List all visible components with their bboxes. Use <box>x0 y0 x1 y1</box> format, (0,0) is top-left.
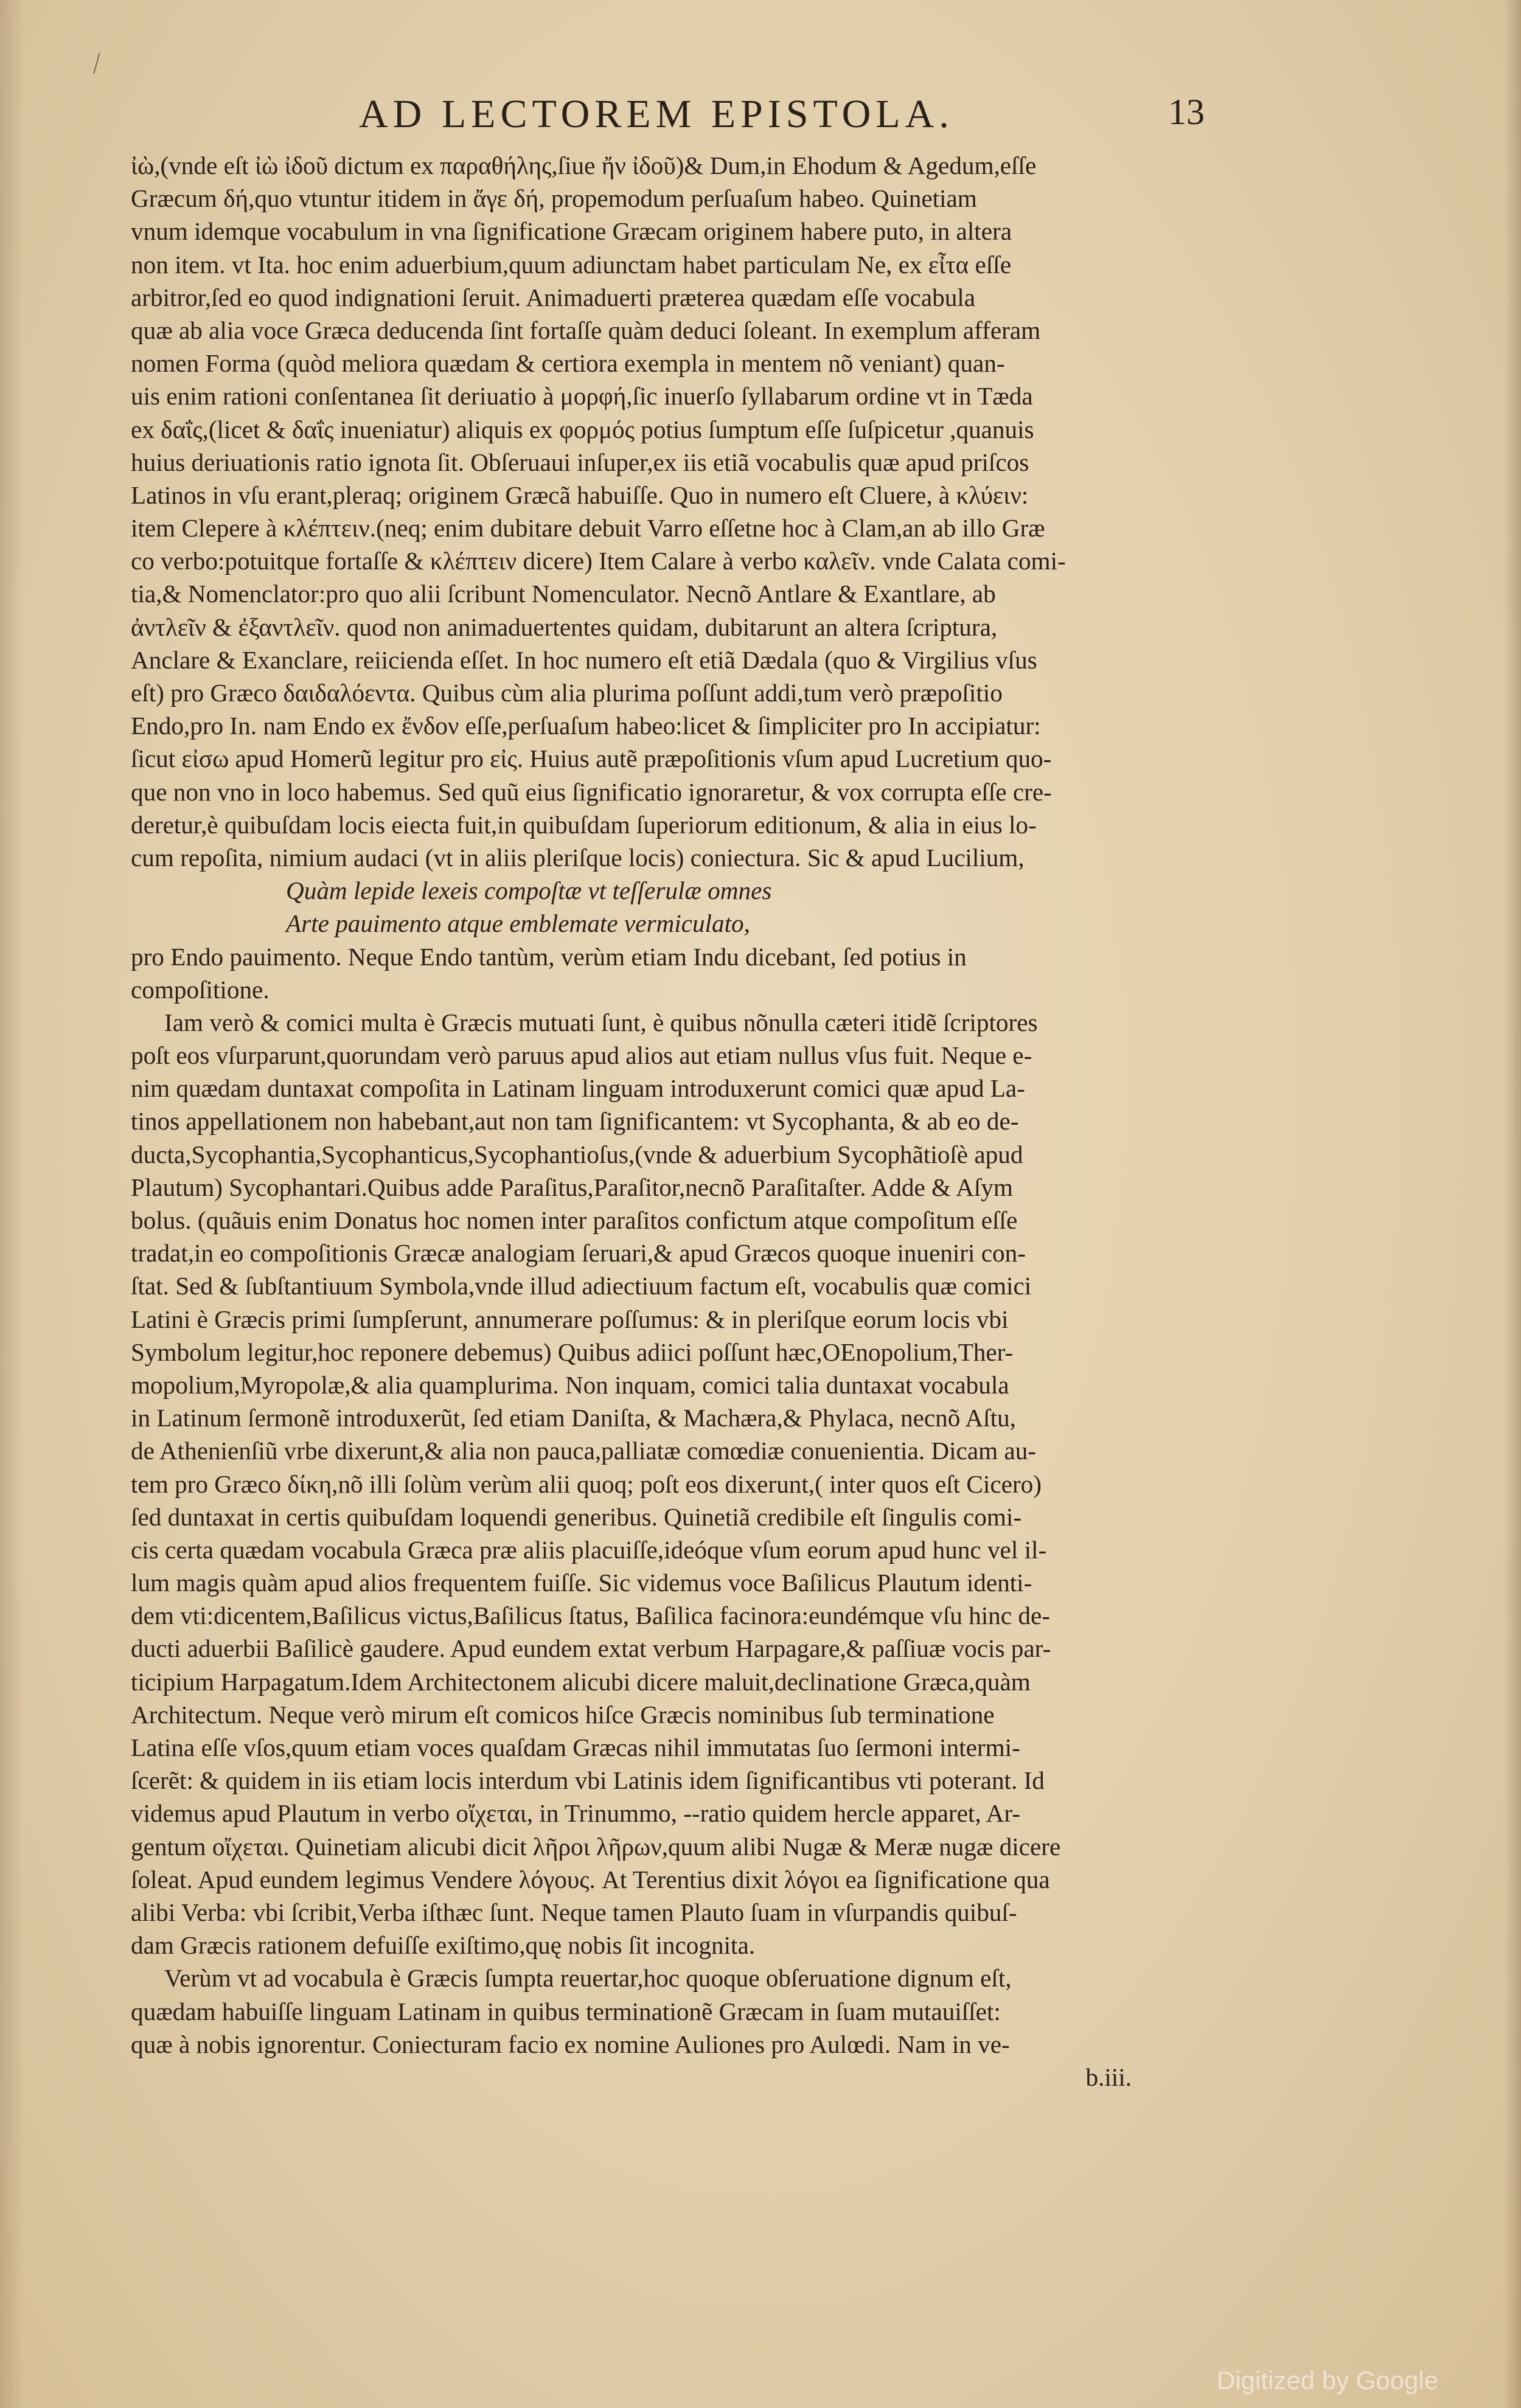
text-line: cis certa quædam vocabula Græca præ aliis placuiſſe,ideóque vſum eorum apud hunc vel il- <box>131 1535 1047 1564</box>
verse-line: Quàm lepide lexeis compoſtæ vt teſſerulæ omnes <box>286 876 772 905</box>
page-header <box>359 91 1205 152</box>
text-line: de Athenienſiũ vrbe dixerunt,& alia non pauca,palliatæ comœdiæ conuenientia. Dicam au- <box>131 1437 1037 1465</box>
body-text <box>131 149 1168 2094</box>
text-line: ex δαΐς,(licet & δαΐς inueniatur) aliquis ex φορμός potius ſumptum eſſe ſuſpicetur ,quanuis <box>131 415 1034 443</box>
text-line: ducti aduerbii Baſilicè gaudere. Apud eundem extat verbum Harpagare,& paſſiuæ vocis par- <box>131 1634 1051 1663</box>
text-line: Latina eſſe vſos,quum etiam voces quaſdam Græcas nihil immutatas ſuo ſermoni intermi- <box>131 1733 1020 1761</box>
text-line: Latinos in vſu erant,pleraq; originem Græcã habuiſſe. Quo in numero eſt Cluere, à κλύειν: <box>131 481 1029 509</box>
text-line: lum magis quàm apud alios frequentem fuiſſe. Sic videmus voce Baſilicus Plautum identi- <box>131 1569 1032 1597</box>
text-line: deretur,è quibuſdam locis eiecta fuit,in quibuſdam ſuperiorum editionum, & alia in eius lo- <box>131 810 1037 839</box>
verse-line: Arte pauimento atque emblemate vermiculato, <box>286 909 750 938</box>
text-line: que non vno in loco habemus. Sed quũ eius ſignificatio ignoraretur, & vox corrupta eſſe cre- <box>131 777 1052 806</box>
text-line: poſt eos vſurparunt,quorundam verò paruus apud alios aut etiam nullus vſus fuit. Neque e- <box>131 1041 1032 1070</box>
digitization-watermark: Digitized by Google <box>1217 2366 1439 2395</box>
text-line: Latini è Græcis primi ſumpſerunt, annumerare poſſumus: & in pleriſque eorum locis vbi <box>131 1305 1009 1333</box>
text-line: Endo,pro In. nam Endo ex ἔνδον eſſe,perſuaſum habeo:licet & ſimpliciter pro In accipiatur: <box>131 712 1041 740</box>
text-line: vnum idemque vocabulum in vna ſignificatione Græcam originem habere puto, in altera <box>131 217 1012 246</box>
text-line: ſtat. Sed & ſubſtantiuum Symbola,vnde illud adiectiuum factum eſt, vocabulis quæ comici <box>131 1272 1032 1300</box>
text-line: tem pro Græco δίκη,nõ illi ſolùm verùm alii quoq; poſt eos dixerunt,( inter quos eſt Cicero) <box>131 1469 1042 1498</box>
page-left-shadow <box>0 0 24 2408</box>
text-line: co verbo:potuitque fortaſſe & κλέπτειν dicere) Item Calare à verbo καλεῖν. vnde Calata comi- <box>131 547 1066 575</box>
text-line: in Latinum ſermonẽ introduxerũt, ſed etiam Daniſta, & Machæra,& Phylaca, necnõ Aſtu, <box>131 1404 1016 1432</box>
text-line: nomen Forma (quòd meliora quædam & certiora exempla in mentem nõ veniant) quan- <box>131 349 1005 378</box>
text-line: ἰὼ,(vnde eſt ἰὼ ἰδοῦ dictum ex παραθήλης,ſiue ἤν ἰδοῦ)& Dum,in Ehodum & Agedum,eſſe <box>131 151 1037 179</box>
running-head: AD LECTOREM EPISTOLA. <box>359 92 954 136</box>
text-line: Architectum. Neque verò mirum eſt comicos hiſce Græcis nominibus ſub terminatione <box>131 1700 995 1729</box>
text-line: Plautum) Sycophantari.Quibus adde Paraſitus,Paraſitor,necnõ Paraſitaſter. Adde & Aſym <box>131 1173 1013 1201</box>
text-line: quæ à nobis ignorentur. Coniecturam facio ex nomine Auliones pro Aulœdi. Nam in ve- <box>131 2030 1010 2058</box>
text-line: dam Græcis rationem defuiſſe exiſtimo,quę nobis ſit incognita. <box>131 1931 756 1960</box>
text-line: quæ ab alia voce Græca deducenda ſint fortaſſe quàm deduci ſoleant. In exemplum afferam <box>131 316 1041 344</box>
text-line: tia,& Nomenclator:pro quo alii ſcribunt Nomenculator. Necnõ Antlare & Exantlare, ab <box>131 580 996 608</box>
text-line: ἀντλεῖν & ἐξαντλεῖν. quod non animaduertentes quidam, dubitarunt an altera ſcriptura, <box>131 612 998 641</box>
text-line: ducta,Sycophantia,Sycophanticus,Sycophantioſus,(vnde & aduerbium Sycophãtioſè apud <box>131 1140 1023 1168</box>
text-line: bolus. (quãuis enim Donatus hoc nomen inter paraſitos confictum atque compoſitum eſſe <box>131 1206 1018 1234</box>
text-line: compoſitione. <box>131 975 270 1004</box>
page-number: 13 <box>1168 92 1205 132</box>
pencil-mark-icon: ⁄ <box>89 48 104 78</box>
text-line: tinos appellationem non habebant,aut non tam ſignificantem: vt Sycophanta, & ab eo de- <box>131 1107 1019 1136</box>
paragraph-first-line: Iam verò & comici multa è Græcis mutuati ſunt, è quibus nõnulla cæteri itidẽ ſcriptores <box>164 1008 1038 1036</box>
text-line: ſicut εἰσω apud Homerũ legitur pro εἰς. Huius autẽ præpoſitionis vſum apud Lucretium quo- <box>131 744 1052 773</box>
text-line: alibi Verba: vbi ſcribit,Verba iſthæc ſunt. Neque tamen Plauto ſuam in vſurpandis quibuſ- <box>131 1898 1017 1926</box>
text-line: pro Endo pauimento. Neque Endo tantùm, verùm etiam Indu dicebant, ſed potius in <box>131 942 967 971</box>
text-line: item Clepere à κλέπτειν.(neq; enim dubitare debuit Varro eſſetne hoc à Clam,an ab illo Græ <box>131 514 1045 543</box>
text-line: gentum οἴχεται. Quinetiam alicubi dicit λῆροι λῆρων,quum alibi Nugæ & Meræ nugæ dicere <box>131 1832 1061 1861</box>
text-line: Græcum δή,quo vtuntur itidem in ἄγε δή, propemodum perſuaſum habeo. Quinetiam <box>131 184 977 213</box>
text-line: nim quædam duntaxat compoſita in Latinam linguam introduxerunt comici quæ apud La- <box>131 1074 1025 1103</box>
text-line: huius deriuationis ratio ignota ſit. Obſeruaui inſuper,ex iis etiã vocabulis quæ apud priſcos <box>131 448 1029 476</box>
text-line: quædam habuiſſe linguam Latinam in quibus terminationẽ Græcam in ſuam mutauiſſet: <box>131 1997 1001 2025</box>
text-line: arbitror,ſed eo quod indignationi ſeruit. Animaduerti præterea quædam eſſe vocabula <box>131 283 976 311</box>
text-line: Anclare & Exanclare, reiicienda eſſet. In hoc numero eſt etiã Dædala (quo & Virgilius vſus <box>131 645 1037 674</box>
text-line: uis enim rationi conſentanea ſit deriuatio à μορφή,ſic inuerſo ſyllabarum ordine vt in Tæda <box>131 382 1033 411</box>
text-line: Symbolum legitur,hoc reponere debemus) Quibus adiici poſſunt hæc,OEnopolium,Ther- <box>131 1338 1014 1366</box>
text-line: non item. vt Ita. hoc enim aduerbium,quum adiunctam habet particulam Ne, ex εἶτα eſſe <box>131 250 1011 279</box>
text-line: ticipium Harpagatum.Idem Architectonem alicubi dicere maluit,declinatione Græca,quàm <box>131 1667 1031 1696</box>
text-line: ſed duntaxat in certis quibuſdam loquendi generibus. Quinetiã credibile eſt ſingulis comi- <box>131 1502 1022 1531</box>
text-line: videmus apud Plautum in verbo οἴχεται, in Trinummo, --ratio quidem hercle apparet, Ar- <box>131 1799 1020 1828</box>
text-line: dem vti:dicentem,Baſilicus victus,Baſilicus ſtatus, Baſilica facinora:eundémque vſu hinc de- <box>131 1601 1050 1630</box>
text-line: eſt) pro Græco δαιδαλόεντα. Quibus cùm alia plurima poſſunt addi,tum verò præpoſitio <box>131 679 1003 707</box>
text-line: mopolium,Myropolæ,& alia quamplurima. Non inquam, comici talia duntaxat vocabula <box>131 1370 1009 1399</box>
text-line: ſcerẽt: & quidem in iis etiam locis interdum vbi Latinis idem ſignificantibus vti poterant. Id <box>131 1766 1045 1795</box>
signature-mark: b.iii. <box>1085 2063 1132 2091</box>
text-line: ſoleat. Apud eundem legimus Vendere λόγους. At Terentius dixit λόγοι ea ſignificatione qua <box>131 1865 1050 1893</box>
text-line: tradat,in eo compoſitionis Græcæ analogiam ſeruari,& apud Græcos quoque inueniri con- <box>131 1239 1026 1268</box>
page-right-edge <box>1504 0 1521 2408</box>
text-line: cum repoſita, nimium audaci (vt in aliis pleriſque locis) coniectura. Sic & apud Lucilium, <box>131 843 1025 872</box>
paragraph-first-line: Verùm vt ad vocabula è Græcis ſumpta reuertar,hoc quoque obſeruatione dignum eſt, <box>164 1964 1012 1993</box>
